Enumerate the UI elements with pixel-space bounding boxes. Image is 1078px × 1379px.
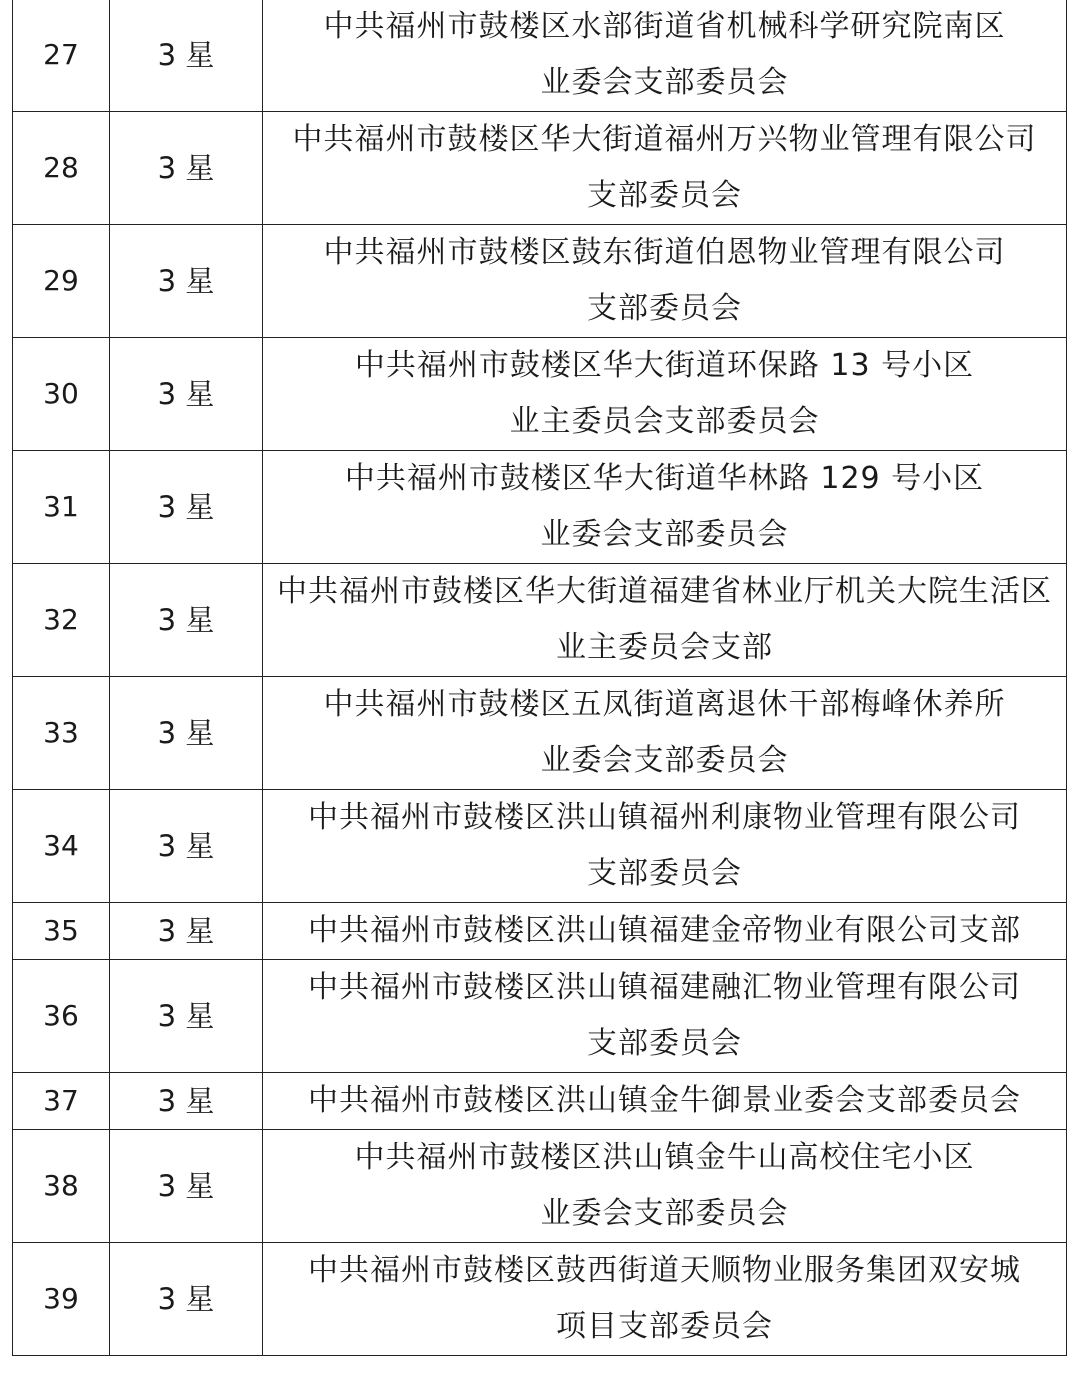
row-number: 28	[13, 112, 110, 225]
row-number: 27	[13, 0, 110, 112]
branch-name-line-1: 中共福州市鼓楼区华大街道环保路 13 号小区	[354, 348, 975, 383]
branch-name-line-2: 支部委员会	[587, 1026, 742, 1061]
branch-name	[263, 960, 1067, 1073]
row-number: 38	[13, 1130, 110, 1243]
branch-name-line-1: 中共福州市鼓楼区洪山镇福建金帝物业有限公司支部	[308, 913, 1021, 948]
branch-name-line-1: 中共福州市鼓楼区华大街道华林路 129 号小区	[344, 461, 985, 496]
branch-name	[263, 451, 1067, 564]
branch-name	[263, 903, 1067, 960]
star-rating: 3 星	[110, 564, 263, 677]
star-rating: 3 星	[110, 0, 263, 112]
branch-name	[263, 1073, 1067, 1130]
branch-name-line-2: 项目支部委员会	[556, 1309, 773, 1344]
row-number: 34	[13, 790, 110, 903]
table-row	[13, 790, 1067, 903]
branch-name	[263, 1130, 1067, 1243]
branch-name-line-2: 支部委员会	[587, 178, 742, 213]
star-rating: 3 星	[110, 1130, 263, 1243]
branch-name-line-1: 中共福州市鼓楼区五凤街道离退休干部梅峰休养所	[323, 687, 1006, 722]
row-number: 33	[13, 677, 110, 790]
row-number: 29	[13, 225, 110, 338]
branch-name	[263, 564, 1067, 677]
star-rating: 3 星	[110, 338, 263, 451]
row-number: 35	[13, 903, 110, 960]
table-row	[13, 677, 1067, 790]
branch-name-line-1: 中共福州市鼓楼区华大街道福州万兴物业管理有限公司	[292, 122, 1037, 157]
table-body	[13, 0, 1067, 1356]
branch-name-line-1: 中共福州市鼓楼区鼓东街道伯恩物业管理有限公司	[323, 235, 1006, 270]
star-rating: 3 星	[110, 790, 263, 903]
table-row	[13, 0, 1067, 112]
table-row	[13, 1073, 1067, 1130]
row-number: 37	[13, 1073, 110, 1130]
branch-name-line-1: 中共福州市鼓楼区鼓西街道天顺物业服务集团双安城	[308, 1253, 1021, 1288]
branch-name	[263, 112, 1067, 225]
branch-name	[263, 1243, 1067, 1356]
star-rating: 3 星	[110, 1243, 263, 1356]
star-rating: 3 星	[110, 1073, 263, 1130]
branch-name-line-1: 中共福州市鼓楼区洪山镇福州利康物业管理有限公司	[308, 800, 1021, 835]
branch-name-line-1: 中共福州市鼓楼区华大街道福建省林业厅机关大院生活区	[277, 574, 1052, 609]
star-rating: 3 星	[110, 225, 263, 338]
table-row	[13, 564, 1067, 677]
table-row	[13, 960, 1067, 1073]
branch-name	[263, 225, 1067, 338]
star-rating: 3 星	[110, 112, 263, 225]
branch-name-line-2: 业委会支部委员会	[540, 65, 789, 100]
star-rating: 3 星	[110, 903, 263, 960]
branch-name-line-2: 支部委员会	[587, 856, 742, 891]
row-number: 32	[13, 564, 110, 677]
table-row	[13, 112, 1067, 225]
table-row	[13, 1130, 1067, 1243]
branch-name	[263, 0, 1067, 112]
row-number: 30	[13, 338, 110, 451]
branch-name-line-2: 支部委员会	[587, 291, 742, 326]
branch-name	[263, 677, 1067, 790]
table-row	[13, 225, 1067, 338]
table-row	[13, 451, 1067, 564]
branch-name-line-1: 中共福州市鼓楼区洪山镇金牛御景业委会支部委员会	[308, 1083, 1021, 1118]
table-row	[13, 903, 1067, 960]
branch-name-line-2: 业委会支部委员会	[540, 517, 789, 552]
branch-name-line-2: 业主委员会支部	[556, 630, 773, 665]
row-number: 36	[13, 960, 110, 1073]
table-row	[13, 1243, 1067, 1356]
branch-name-line-1: 中共福州市鼓楼区水部街道省机械科学研究院南区	[323, 9, 1006, 44]
table-row	[13, 338, 1067, 451]
row-number: 31	[13, 451, 110, 564]
star-rating: 3 星	[110, 451, 263, 564]
row-number: 39	[13, 1243, 110, 1356]
branch-name-line-2: 业委会支部委员会	[540, 743, 789, 778]
star-rating: 3 星	[110, 677, 263, 790]
branch-name-line-1: 中共福州市鼓楼区洪山镇金牛山高校住宅小区	[354, 1140, 975, 1175]
branch-name-line-2: 业主委员会支部委员会	[509, 404, 820, 439]
branch-name	[263, 790, 1067, 903]
branch-name-line-1: 中共福州市鼓楼区洪山镇福建融汇物业管理有限公司	[308, 970, 1021, 1005]
star-rating: 3 星	[110, 960, 263, 1073]
branch-name-line-2: 业委会支部委员会	[540, 1196, 789, 1231]
party-branch-table	[12, 0, 1067, 1356]
branch-name	[263, 338, 1067, 451]
